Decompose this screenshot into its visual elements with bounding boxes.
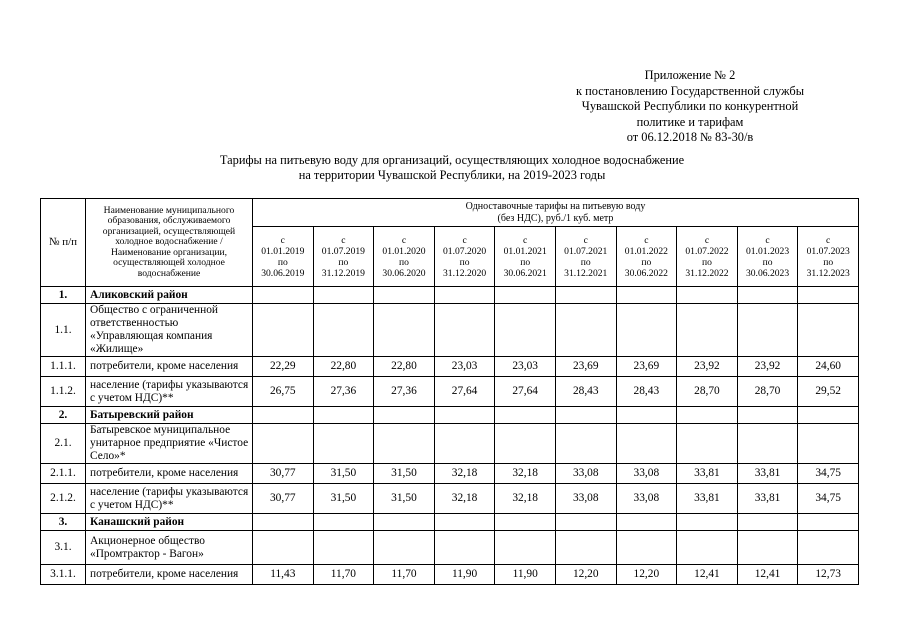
table-row <box>41 377 859 407</box>
tariff-value: 32,18 <box>495 464 556 484</box>
period-header <box>434 227 495 287</box>
tariff-value: 22,80 <box>313 357 374 377</box>
period-header-line: 01.07.2022 <box>685 245 729 257</box>
period-header-line: по <box>823 256 834 268</box>
period-header-line: 30.06.2023 <box>745 267 790 279</box>
table-row <box>41 464 859 484</box>
period-header <box>798 227 859 287</box>
tariff-value <box>798 304 859 357</box>
period-header-line: 30.06.2019 <box>261 267 305 279</box>
tariff-table <box>40 198 859 585</box>
consumer-category: потребители, кроме населения <box>86 357 253 377</box>
period-header <box>313 227 374 287</box>
period-header <box>374 227 435 287</box>
period-header-line: 01.01.2021 <box>503 245 547 257</box>
appendix-line: от 06.12.2018 № 83-30/в <box>626 130 754 144</box>
tariff-value <box>555 424 616 464</box>
row-number: 2.1.2. <box>41 484 86 514</box>
period-header-line: по <box>399 256 409 268</box>
tariff-value: 32,18 <box>434 484 495 514</box>
tariff-value <box>374 424 435 464</box>
tariff-value: 27,64 <box>495 377 556 407</box>
tariff-value: 12,41 <box>737 565 798 585</box>
period-header <box>555 227 616 287</box>
period-header-line: с <box>401 234 407 246</box>
tariff-value <box>616 531 677 565</box>
tariff-value <box>313 287 374 304</box>
tariff-value: 11,70 <box>313 565 374 585</box>
tariff-value: 12,41 <box>677 565 738 585</box>
tariff-value <box>737 424 798 464</box>
tariff-value: 33,81 <box>677 484 738 514</box>
tariff-value: 22,29 <box>253 357 314 377</box>
tariff-value <box>737 304 798 357</box>
tariff-value <box>495 531 556 565</box>
tariff-value <box>495 514 556 531</box>
consumer-category: население (тарифы указываются с учетом НДС)** <box>86 377 253 407</box>
tariff-value <box>677 514 738 531</box>
tariff-value: 24,60 <box>798 357 859 377</box>
tariff-value <box>434 304 495 357</box>
title-line: Тарифы на питьевую воду для организаций, осуществляющих холодное водоснабжение <box>219 153 685 167</box>
tariff-value <box>495 304 556 357</box>
table-row <box>41 357 859 377</box>
tariff-value <box>737 407 798 424</box>
tariff-value: 33,81 <box>737 484 798 514</box>
tariff-value <box>434 514 495 531</box>
period-header-line: с <box>341 234 346 246</box>
tariff-value: 23,69 <box>555 357 616 377</box>
tariff-value: 11,70 <box>374 565 435 585</box>
organization-name: Акционерное общество «Промтрактор - Вагон» <box>86 531 253 565</box>
tariff-value <box>374 514 435 531</box>
organization-name: Общество с ограниченной ответственностью «Управляющая компания «Жилище» <box>86 304 253 357</box>
period-header-line: 01.07.2019 <box>321 245 365 257</box>
tariff-value: 22,80 <box>374 357 435 377</box>
row-number: 3.1.1. <box>41 565 86 585</box>
period-header-line: по <box>701 256 712 268</box>
period-header-line: с <box>826 234 831 246</box>
tariff-value: 33,08 <box>555 464 616 484</box>
tariff-value <box>495 407 556 424</box>
tariff-value: 34,75 <box>798 484 859 514</box>
tariff-value: 33,08 <box>616 484 677 514</box>
tariff-value <box>616 287 677 304</box>
appendix-line: к постановлению Государственной службы <box>575 83 805 98</box>
table-row <box>41 407 859 424</box>
period-header <box>737 227 798 287</box>
tariff-value <box>434 287 495 304</box>
tariff-value <box>313 514 374 531</box>
tariff-value: 33,08 <box>555 484 616 514</box>
tariff-value <box>555 304 616 357</box>
tariff-value: 23,03 <box>434 357 495 377</box>
tariff-header-line: (без НДС), руб./1 куб. метр <box>497 212 614 224</box>
table-row <box>41 565 859 585</box>
tariff-value: 30,77 <box>253 484 314 514</box>
table-row <box>41 531 859 565</box>
table-row <box>41 304 859 357</box>
tariff-value <box>374 531 435 565</box>
tariff-value <box>555 514 616 531</box>
table-row <box>41 287 859 304</box>
tariff-value: 31,50 <box>313 464 374 484</box>
period-header-line: по <box>459 256 470 268</box>
tariff-value <box>313 424 374 464</box>
period-header-line: по <box>520 256 531 268</box>
period-header <box>616 227 677 287</box>
period-header-line: 31.12.2020 <box>442 267 487 279</box>
consumer-category: потребители, кроме населения <box>86 464 253 484</box>
tariff-value <box>798 407 859 424</box>
table-row <box>41 484 859 514</box>
document-title <box>0 153 904 183</box>
period-header-line: 30.06.2021 <box>503 267 547 279</box>
tariff-value <box>555 287 616 304</box>
period-header-line: по <box>762 256 773 268</box>
tariff-value: 23,03 <box>495 357 556 377</box>
tariff-value: 33,08 <box>616 464 677 484</box>
tariff-value <box>677 287 738 304</box>
period-header-line: 01.07.2020 <box>442 245 487 257</box>
period-header-line: с <box>644 234 649 246</box>
period-header-line: 30.06.2022 <box>624 267 668 279</box>
tariff-value: 30,77 <box>253 464 314 484</box>
tariff-value <box>555 531 616 565</box>
period-header-line: 01.01.2023 <box>745 245 790 257</box>
period-header-line: с <box>462 234 467 246</box>
tariff-value: 28,70 <box>677 377 738 407</box>
tariff-value: 32,18 <box>434 464 495 484</box>
period-header-line: по <box>277 256 288 268</box>
tariff-value <box>253 407 314 424</box>
organization-name: Батыревское муниципальное унитарное предприятие «Чистое Село»* <box>86 424 253 464</box>
tariff-value: 32,18 <box>495 484 556 514</box>
row-number: 1. <box>41 287 86 304</box>
tariff-value: 28,43 <box>616 377 677 407</box>
tariff-value: 23,92 <box>677 357 738 377</box>
tariff-value <box>616 407 677 424</box>
tariff-value <box>677 304 738 357</box>
consumer-category: потребители, кроме населения <box>86 565 253 585</box>
tariff-value <box>253 287 314 304</box>
tariff-value: 33,81 <box>737 464 798 484</box>
tariff-value <box>495 424 556 464</box>
period-header-line: 31.12.2019 <box>321 267 365 279</box>
period-header-line: с <box>765 234 770 246</box>
row-number: 1.1.2. <box>41 377 86 407</box>
row-number: 2. <box>41 407 86 424</box>
tariff-value: 26,75 <box>253 377 314 407</box>
tariff-value <box>737 531 798 565</box>
appendix-line: Приложение № 2 <box>644 68 736 82</box>
tariff-value: 27,36 <box>313 377 374 407</box>
tariff-value: 28,70 <box>737 377 798 407</box>
appendix-header <box>540 68 840 146</box>
tariff-value: 31,50 <box>313 484 374 514</box>
tariff-value: 12,73 <box>798 565 859 585</box>
appendix-line: Чувашской Республики по конкурентной <box>581 99 799 113</box>
tariff-value <box>253 304 314 357</box>
period-header-line: 31.12.2022 <box>685 267 729 279</box>
period-header-line: 30.06.2020 <box>382 267 426 279</box>
period-header-line: по <box>641 256 652 268</box>
period-header <box>677 227 738 287</box>
tariff-header-line: Одноставочные тарифы на питьевую воду <box>465 200 646 212</box>
tariff-value <box>677 407 738 424</box>
tariff-value <box>616 304 677 357</box>
tariff-value <box>677 531 738 565</box>
period-header-line: 01.01.2020 <box>382 245 426 257</box>
period-header-line: 01.07.2023 <box>806 245 850 257</box>
column-header-organization: Наименование муниципального образования, обслуживаемого организацией, осуществляющей холодное водоснабжение / Наименование организации, осуществляющей холодное водоснабжение <box>86 199 253 287</box>
tariff-value <box>434 424 495 464</box>
tariff-value <box>677 424 738 464</box>
tariff-value <box>798 531 859 565</box>
tariff-value: 31,50 <box>374 484 435 514</box>
table-row <box>41 424 859 464</box>
tariff-value <box>495 287 556 304</box>
district-name: Канашский район <box>86 514 253 531</box>
period-header <box>253 227 314 287</box>
tariff-value <box>737 514 798 531</box>
tariff-value <box>798 287 859 304</box>
tariff-value <box>253 514 314 531</box>
row-number: 1.1. <box>41 304 86 357</box>
tariff-value <box>313 531 374 565</box>
row-number: 3.1. <box>41 531 86 565</box>
tariff-value <box>555 407 616 424</box>
period-header-line: 01.01.2019 <box>261 245 305 257</box>
table-row <box>41 514 859 531</box>
tariff-value <box>434 407 495 424</box>
tariff-value: 12,20 <box>555 565 616 585</box>
title-line: на территории Чувашской Республики, на 2019-2023 годы <box>298 168 606 182</box>
consumer-category: население (тарифы указываются с учетом НДС)** <box>86 484 253 514</box>
district-name: Батыревский район <box>86 407 253 424</box>
tariff-value <box>313 304 374 357</box>
row-number: 2.1.1. <box>41 464 86 484</box>
tariff-value: 11,90 <box>495 565 556 585</box>
tariff-value: 31,50 <box>374 464 435 484</box>
tariff-value <box>798 424 859 464</box>
tariff-value <box>253 424 314 464</box>
tariff-value: 33,81 <box>677 464 738 484</box>
column-header-number: № п/п <box>41 199 86 287</box>
period-header-line: с <box>704 234 710 246</box>
row-number: 2.1. <box>41 424 86 464</box>
period-header-line: с <box>280 234 285 246</box>
tariff-value: 23,92 <box>737 357 798 377</box>
tariff-value <box>616 514 677 531</box>
row-number: 3. <box>41 514 86 531</box>
tariff-value: 27,36 <box>374 377 435 407</box>
tariff-value: 11,90 <box>434 565 495 585</box>
tariff-value <box>374 287 435 304</box>
tariff-value: 11,43 <box>253 565 314 585</box>
period-header-line: по <box>338 256 349 268</box>
tariff-value <box>374 304 435 357</box>
tariff-value <box>434 531 495 565</box>
tariff-value: 28,43 <box>555 377 616 407</box>
tariff-value: 29,52 <box>798 377 859 407</box>
tariff-value <box>253 531 314 565</box>
period-header <box>495 227 556 287</box>
period-header-line: с <box>523 234 528 246</box>
tariff-value: 12,20 <box>616 565 677 585</box>
tariff-value <box>798 514 859 531</box>
column-header-tariffs <box>253 199 859 227</box>
period-header-line: 01.01.2022 <box>624 245 668 257</box>
tariff-value <box>616 424 677 464</box>
period-header-line: 01.07.2021 <box>564 245 608 257</box>
tariff-value: 23,69 <box>616 357 677 377</box>
tariff-value <box>374 407 435 424</box>
appendix-line: политике и тарифам <box>636 114 744 129</box>
period-header-line: 31.12.2021 <box>564 267 608 279</box>
period-header-line: с <box>583 234 588 246</box>
tariff-value <box>313 407 374 424</box>
tariff-value: 34,75 <box>798 464 859 484</box>
tariff-value: 27,64 <box>434 377 495 407</box>
tariff-value <box>737 287 798 304</box>
period-header-line: по <box>580 256 591 268</box>
district-name: Аликовский район <box>86 287 253 304</box>
row-number: 1.1.1. <box>41 357 86 377</box>
period-header-line: 31.12.2023 <box>806 267 850 279</box>
